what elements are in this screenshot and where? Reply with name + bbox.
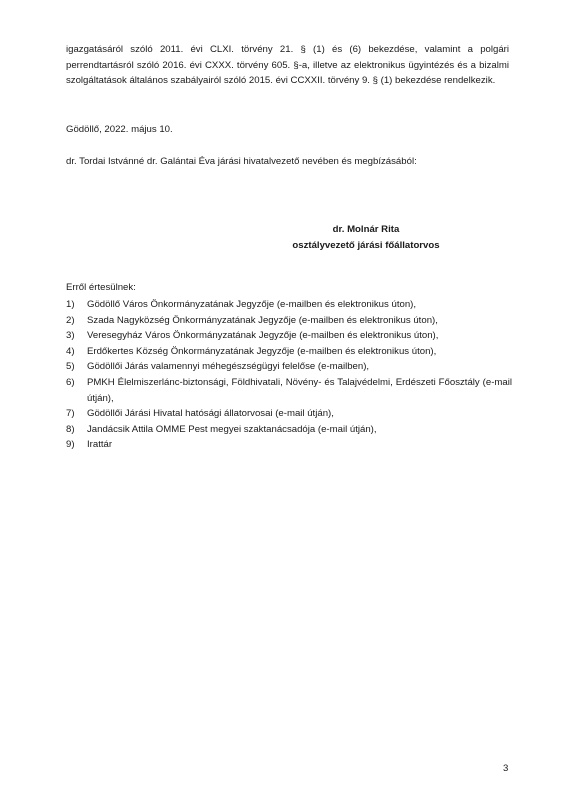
list-item-number: 2) xyxy=(66,314,75,326)
list-item xyxy=(66,344,512,360)
list-item-text: Gödöllői Járás valamennyi méhegészségügyi felelőse (e-mailben), xyxy=(87,361,370,373)
place-and-date: Gödöllő, 2022. május 10. xyxy=(66,124,173,135)
list-item-number: 8) xyxy=(66,423,75,435)
delegation-line: dr. Tordai Istvánné dr. Galántai Éva járási hivatalvezető nevében és megbízásából: xyxy=(66,156,417,167)
legal-basis-paragraph: igazgatásáról szóló 2011. évi CLXI. törvény 21. § (1) és (6) bekezdése, valamint a polgári perrendtartásról szóló 2016. évi CXXX. törvény 605. §-a, illetve az elektronikus ügyintézés és a bizalmi szolgáltatások általános szabályairól szóló 2015. évi CCXXII. törvény 9. § (1) bekezdése rendelkezik. xyxy=(66,44,509,86)
list-item xyxy=(66,406,512,422)
list-item-text: Erdőkertes Község Önkormányzatának Jegyzője (e-mailben és elektronikus úton), xyxy=(87,345,437,357)
list-item-text: Gödöllői Járási Hivatal hatósági állatorvosai (e-mail útján), xyxy=(87,408,334,420)
list-item-number: 3) xyxy=(66,330,75,342)
list-item-text: Irattár xyxy=(87,439,113,451)
list-item-number: 7) xyxy=(66,408,75,420)
list-item-text: Gödöllő Város Önkormányzatának Jegyzője (e-mailben és elektronikus úton), xyxy=(87,299,417,310)
list-item-text: PMKH Élelmiszerlánc-biztonsági, Földhivatali, Növény- és Talajvédelmi, Erdészeti Főosztály (e-mail útján), xyxy=(87,376,512,404)
list-item xyxy=(66,359,512,375)
list-item-text: Jandácsik Attila OMME Pest megyei szaktanácsadója (e-mail útján), xyxy=(87,423,377,435)
signatory-title: osztályvezető járási főállatorvos xyxy=(292,240,440,251)
list-item-number: 6) xyxy=(66,376,75,388)
list-item xyxy=(66,375,512,406)
list-item xyxy=(66,297,512,313)
list-item xyxy=(66,313,512,329)
list-item xyxy=(66,437,512,453)
list-item-number: 1) xyxy=(66,299,75,310)
list-item-text: Veresegyház Város Önkormányzatának Jegyzője (e-mailben és elektronikus úton), xyxy=(87,330,439,342)
list-item-text: Szada Nagyközség Önkormányzatának Jegyzője (e-mailben és elektronikus úton), xyxy=(87,314,438,326)
list-item xyxy=(66,328,512,344)
notification-heading: Erről értesülnek: xyxy=(66,282,136,293)
list-item-number: 4) xyxy=(66,345,75,357)
list-item-number: 5) xyxy=(66,361,75,373)
notification-list xyxy=(66,297,512,453)
list-item xyxy=(66,422,512,438)
list-item-number: 9) xyxy=(66,439,75,451)
page-number: 3 xyxy=(503,763,509,774)
signatory-name: dr. Molnár Rita xyxy=(332,224,400,235)
